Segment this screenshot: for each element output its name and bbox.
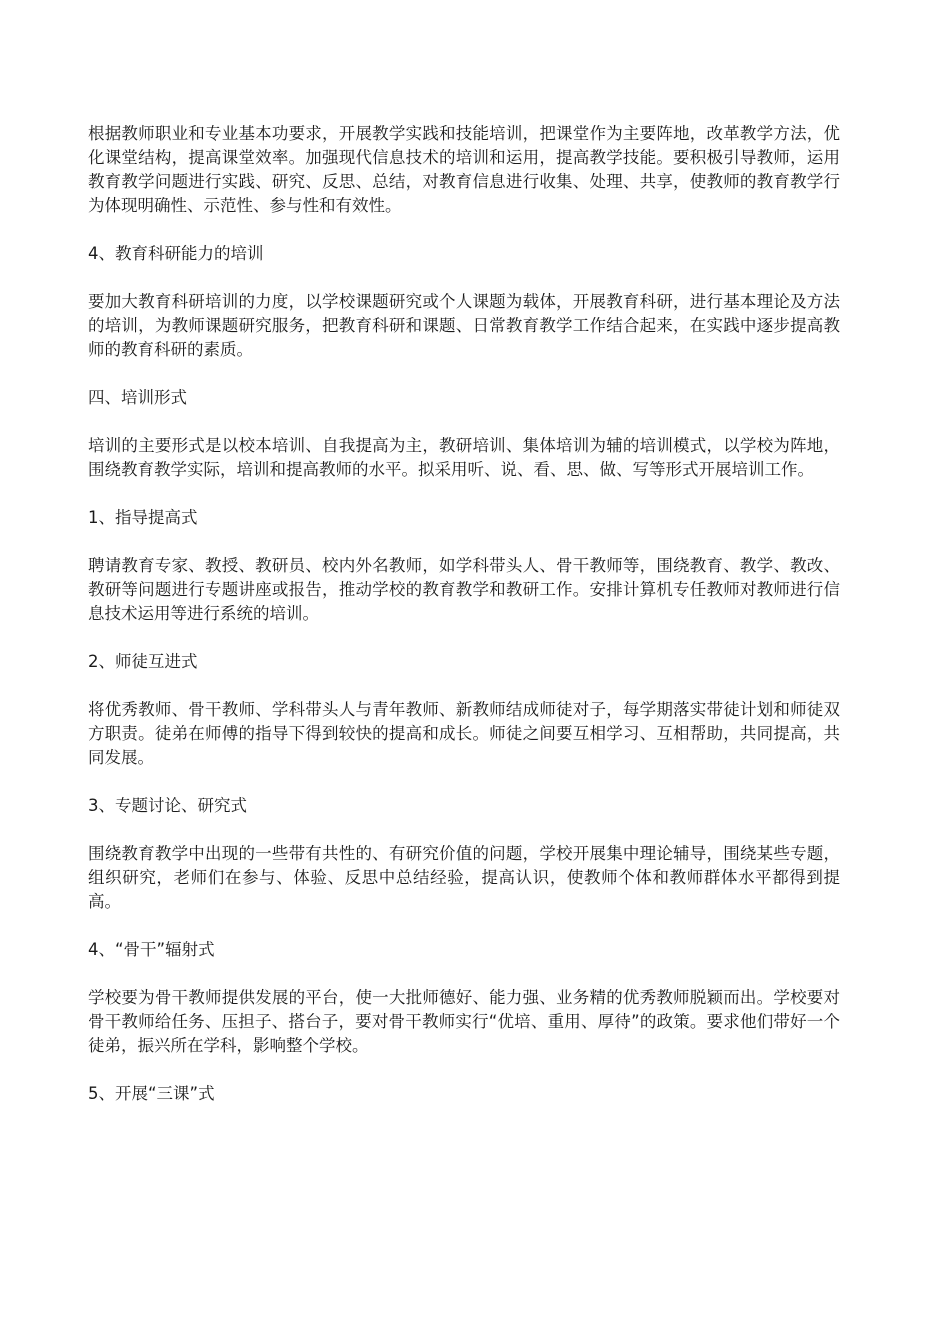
heading-training-forms: 四、培训形式: [88, 388, 187, 407]
heading-research-training: 4、教育科研能力的培训: [88, 244, 264, 263]
heading-topic-discussion: 3、专题讨论、研究式: [88, 796, 247, 815]
document-page: [88, 122, 840, 1130]
paragraph-topic-discussion: 围绕教育教学中出现的一些带有共性的、有研究价值的问题，学校开展集中理论辅导，围绕某些专题，组织研究，老师们在参与、体验、反思中总结经验，提高认识，使教师个体和教师群体水平都得到提高。: [88, 844, 840, 911]
heading-guidance: 1、指导提高式: [88, 508, 198, 527]
paragraph-mentoring: 将优秀教师、骨干教师、学科带头人与青年教师、新教师结成师徒对子，每学期落实带徒计划和师徒双方职责。徒弟在师傅的指导下得到较快的提高和成长。师徒之间要互相学习、互相帮助，共同提高，共同发展。: [88, 700, 840, 767]
heading-backbone-radiation: 4、“骨干”辐射式: [88, 940, 215, 959]
paragraph-guidance: 聘请教育专家、教授、教研员、校内外名教师，如学科带头人、骨干教师等，围绕教育、教学、教改、教研等问题进行专题讲座或报告，推动学校的教育教学和教研工作。安排计算机专任教师对教师进行信息技术运用等进行系统的培训。: [88, 556, 840, 623]
heading-three-lessons: 5、开展“三课”式: [88, 1084, 215, 1103]
heading-mentoring: 2、师徒互进式: [88, 652, 198, 671]
paragraph-backbone-radiation: 学校要为骨干教师提供发展的平台，使一大批师德好、能力强、业务精的优秀教师脱颖而出。学校要对骨干教师给任务、压担子、搭台子，要对骨干教师实行“优培、重用、厚待”的政策。要求他们带好一个徒弟，振兴所在学科，影响整个学校。: [88, 988, 840, 1055]
paragraph-training-forms: 培训的主要形式是以校本培训、自我提高为主，教研培训、集体培训为辅的培训模式，以学校为阵地，围绕教育教学实际，培训和提高教师的水平。拟采用听、说、看、思、做、写等形式开展培训工作。: [88, 436, 840, 479]
paragraph-skills-training: 根据教师职业和专业基本功要求，开展教学实践和技能培训，把课堂作为主要阵地，改革教学方法，优化课堂结构，提高课堂效率。加强现代信息技术的培训和运用，提高教学技能。要积极引导教师，运用教育教学问题进行实践、研究、反思、总结，对教育信息进行收集、处理、共享，使教师的教育教学行为体现明确性、示范性、参与性和有效性。: [88, 124, 840, 215]
paragraph-research-training: 要加大教育科研培训的力度，以学校课题研究或个人课题为载体，开展教育科研，进行基本理论及方法的培训，为教师课题研究服务，把教育科研和课题、日常教育教学工作结合起来，在实践中逐步提高教师的教育科研的素质。: [88, 292, 840, 359]
